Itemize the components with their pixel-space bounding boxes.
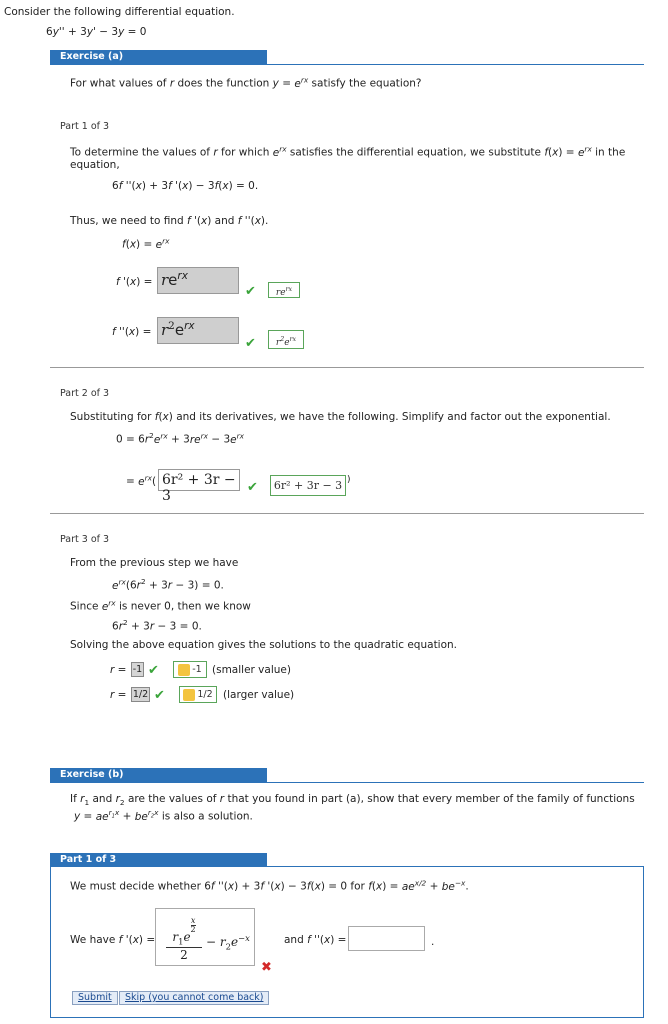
part-2-equation: $0 = 6r^2e^{rx} + 3re^{rx} - 3e^{rx}$	[116, 431, 245, 446]
part-3-label: Part 3 of 3	[60, 534, 110, 545]
r1-label: r =	[110, 664, 127, 676]
part-3-text-3: Solving the above equation gives the solutions to the quadratic equation.	[70, 639, 458, 651]
exercise-b-divider	[50, 782, 644, 783]
exercise-b-question-2: $y = ae^{r_1x} + be^{r_2x}$ is also a solution.	[74, 808, 253, 823]
r2-label: r =	[110, 689, 127, 701]
part-divider	[50, 513, 644, 514]
part-2-answer-box[interactable]: 6r² + 3r − 3	[158, 469, 240, 491]
r1-note: (smaller value)	[212, 664, 291, 676]
exercise-a-header: Exercise (a)	[50, 50, 267, 64]
fx-definition: $f(x) = e^{rx}$	[122, 236, 170, 251]
exercise-b-part-1-text: We must decide whether 6f ''(x) + 3f '(x) − 3f(x) = 0 for $f(x) = ae^{x/2} + be^{-x}$.	[70, 878, 469, 893]
fprime-answer-box[interactable]: $re^{rx}$	[157, 267, 239, 294]
exercise-a-question: For what values of r does the function $y = e^{rx}$ satisfy the equation?	[70, 75, 422, 90]
check-icon: ✔	[245, 284, 256, 299]
exercise-b-header: Exercise (b)	[50, 768, 267, 782]
check-icon: ✔	[154, 688, 165, 703]
part-1-text: To determine the values of r for which $e^{rx}$ satisfies the differential equation, we substitute $f(x) = e^{rx}$ in the	[70, 144, 626, 159]
fprime-b-label: We have f '(x) =	[70, 934, 156, 946]
part-divider	[50, 367, 644, 368]
fdoubleprime-solution: $r^2e^{rx}$	[268, 330, 304, 349]
fdoubleprime-answer-box[interactable]: $r^2e^{rx}$	[157, 317, 239, 344]
fprime-b-input[interactable]: $r_1e$ $^{\frac{x}{2}}$ 2 − $r_2e^{-x}$	[155, 908, 255, 966]
main-equation: 6y'' + 3y' − 3y = 0	[46, 26, 147, 38]
fprime-label: f '(x) =	[116, 276, 153, 288]
part-1-label: Part 1 of 3	[60, 121, 110, 132]
fdoubleprime-label: f ''(x) =	[112, 326, 152, 338]
check-icon: ✔	[247, 480, 258, 495]
skip-button[interactable]: Skip (you cannot come back)	[119, 991, 269, 1005]
r1-answer-box[interactable]: -1	[132, 664, 143, 675]
key-icon	[178, 664, 190, 676]
part-3-eq-1: $e^{rx}(6r^2 + 3r - 3) = 0$.	[112, 577, 224, 592]
part-2-text: Substituting for f(x) and its derivatives, we have the following. Simplify and factor out the exponential.	[70, 411, 611, 423]
check-icon: ✔	[148, 663, 159, 678]
intro-text: Consider the following differential equation.	[4, 6, 235, 18]
incorrect-icon: ✖	[261, 960, 272, 975]
r1-solution: -1	[173, 661, 207, 678]
r2-note: (larger value)	[223, 689, 295, 701]
fdoubleprime-b-input[interactable]	[348, 926, 425, 951]
part-2-solution: 6r² + 3r − 3	[270, 475, 346, 496]
key-icon	[183, 689, 195, 701]
part-2-factor-prefix: = $e^{rx}$(	[126, 473, 157, 488]
fdoubleprime-b-label: and f ''(x) =	[284, 934, 347, 946]
exercise-b-question-1: If $r_1$ and $r_2$ are the values of r that you found in part (a), show that every member of the family of functions	[70, 793, 635, 808]
part-3-text-2: Since $e^{rx}$ is never 0, then we know	[70, 598, 251, 613]
part-1-text-find: Thus, we need to find f '(x) and f ''(x).	[70, 215, 269, 227]
fprime-solution: $re^{rx}$	[268, 282, 300, 298]
r2-solution: 1/2	[179, 686, 217, 703]
r2-answer-box[interactable]: 1/2	[132, 689, 149, 700]
part-1-equation: 6f ''(x) + 3f '(x) − 3f(x) = 0.	[112, 180, 259, 192]
part-2-close-paren: )	[347, 475, 351, 485]
part-3-text-1: From the previous step we have	[70, 557, 239, 569]
exercise-a-divider	[50, 64, 644, 65]
part-3-eq-2: $6r^2 + 3r - 3 = 0$.	[112, 618, 202, 633]
period-text: .	[431, 936, 435, 948]
part-2-label: Part 2 of 3	[60, 388, 110, 399]
submit-button[interactable]: Submit	[72, 991, 118, 1005]
check-icon: ✔	[245, 336, 256, 351]
exercise-b-part-1-header: Part 1 of 3	[50, 853, 267, 867]
part-1-text-cont: equation,	[70, 159, 120, 171]
